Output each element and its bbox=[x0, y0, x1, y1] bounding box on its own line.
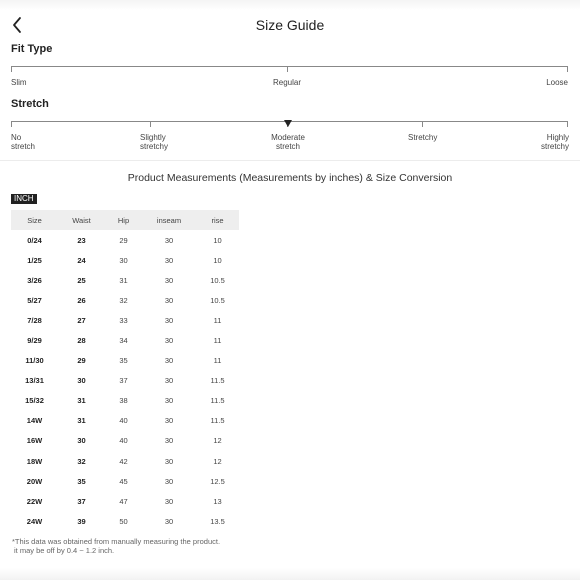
stretch-label-stretchy: Stretchy bbox=[408, 133, 438, 142]
cell-inseam: 30 bbox=[164, 255, 174, 265]
stretch-label-high: Highly stretchy bbox=[540, 133, 569, 151]
cell-hip: 40 bbox=[119, 436, 128, 446]
cell-size: 7/28 bbox=[27, 315, 42, 325]
fit-label-regular: Regular bbox=[273, 78, 302, 87]
cell-waist: 24 bbox=[77, 255, 86, 265]
fit-type-heading: Fit Type bbox=[11, 43, 53, 55]
cell-inseam: 30 bbox=[164, 336, 174, 346]
section-divider bbox=[0, 160, 580, 161]
table-row bbox=[11, 411, 239, 431]
bottom-fade bbox=[0, 568, 580, 580]
cell-hip: 29 bbox=[119, 235, 128, 245]
fit-tick-regular bbox=[287, 66, 288, 72]
cell-waist: 30 bbox=[77, 436, 86, 446]
cell-waist: 31 bbox=[77, 396, 86, 406]
cell-rise: 10 bbox=[213, 235, 222, 245]
table-row bbox=[11, 371, 239, 391]
cell-rise: 10.5 bbox=[210, 295, 225, 305]
header bbox=[0, 10, 580, 40]
cell-size: 14W bbox=[26, 416, 43, 426]
cell-hip: 32 bbox=[119, 295, 128, 305]
cell-waist: 30 bbox=[77, 376, 86, 386]
cell-hip: 35 bbox=[119, 356, 128, 366]
cell-waist: 32 bbox=[77, 456, 86, 466]
cell-inseam: 30 bbox=[164, 315, 174, 325]
cell-rise: 11.5 bbox=[210, 396, 225, 406]
cell-inseam: 30 bbox=[164, 496, 174, 506]
table-row bbox=[11, 290, 239, 310]
cell-inseam: 30 bbox=[164, 376, 174, 386]
cell-waist: 23 bbox=[77, 235, 86, 245]
cell-hip: 34 bbox=[119, 336, 128, 346]
cell-size: 18W bbox=[26, 456, 43, 466]
cell-inseam: 30 bbox=[164, 396, 174, 406]
fit-tick-slim bbox=[11, 66, 12, 72]
cell-hip: 31 bbox=[119, 275, 128, 285]
stretch-label-none: No stretch bbox=[11, 133, 36, 151]
cell-rise: 10.5 bbox=[210, 275, 225, 285]
unit-badge: INCH bbox=[11, 194, 37, 204]
stretch-selected-marker bbox=[284, 120, 292, 127]
cell-size: 16W bbox=[26, 436, 43, 446]
cell-size: 1/25 bbox=[27, 255, 42, 265]
cell-hip: 37 bbox=[119, 376, 128, 386]
size-table bbox=[11, 210, 239, 531]
cell-hip: 47 bbox=[119, 496, 128, 506]
cell-inseam: 30 bbox=[164, 235, 174, 245]
cell-inseam: 30 bbox=[164, 356, 174, 366]
cell-inseam: 30 bbox=[164, 275, 174, 285]
cell-rise: 10 bbox=[213, 255, 222, 265]
cell-size: 11/30 bbox=[25, 356, 44, 366]
cell-hip: 50 bbox=[119, 516, 128, 526]
cell-rise: 12.5 bbox=[210, 476, 225, 486]
cell-size: 5/27 bbox=[27, 295, 42, 305]
measurement-footnote: *This data was obtained from manually measuring the product. it may be off by 0.4 ~ 1.2 inch. bbox=[12, 537, 221, 555]
cell-size: 20W bbox=[26, 476, 43, 486]
stretch-tick-none bbox=[11, 121, 12, 127]
cell-inseam: 30 bbox=[164, 456, 174, 466]
cell-hip: 45 bbox=[119, 476, 128, 486]
cell-inseam: 30 bbox=[164, 295, 174, 305]
table-row bbox=[11, 330, 239, 350]
table-row bbox=[11, 250, 239, 270]
cell-waist: 26 bbox=[77, 295, 86, 305]
table-row bbox=[11, 451, 239, 471]
cell-waist: 27 bbox=[77, 315, 86, 325]
stretch-tick-stretchy bbox=[422, 121, 423, 127]
cell-rise: 11.5 bbox=[210, 416, 225, 426]
cell-rise: 13 bbox=[213, 496, 222, 506]
table-row bbox=[11, 431, 239, 451]
cell-waist: 29 bbox=[77, 356, 86, 366]
cell-rise: 12 bbox=[213, 436, 222, 446]
fit-tick-loose bbox=[567, 66, 568, 72]
col-header-hip: Hip bbox=[105, 210, 142, 230]
col-header-inseam: inseam bbox=[142, 210, 196, 230]
fit-label-loose: Loose bbox=[546, 78, 568, 87]
fit-type-scale bbox=[11, 66, 568, 67]
table-row bbox=[11, 351, 239, 371]
cell-inseam: 30 bbox=[164, 516, 174, 526]
page-title: Size Guide bbox=[255, 17, 325, 33]
col-header-waist: Waist bbox=[58, 210, 105, 230]
cell-inseam: 30 bbox=[164, 476, 174, 486]
cell-hip: 40 bbox=[119, 416, 128, 426]
cell-hip: 38 bbox=[119, 396, 128, 406]
stretch-heading: Stretch bbox=[11, 98, 49, 110]
table-row bbox=[11, 471, 239, 491]
cell-rise: 11.5 bbox=[210, 376, 225, 386]
cell-rise: 13.5 bbox=[210, 516, 225, 526]
cell-waist: 31 bbox=[77, 416, 86, 426]
cell-rise: 12 bbox=[213, 456, 222, 466]
cell-rise: 11 bbox=[213, 336, 222, 346]
stretch-label-slight: Slightly stretchy bbox=[140, 133, 169, 151]
table-header-row bbox=[11, 210, 239, 230]
stretch-tick-high bbox=[567, 121, 568, 127]
cell-size: 13/31 bbox=[25, 376, 44, 386]
cell-waist: 39 bbox=[77, 516, 86, 526]
cell-waist: 28 bbox=[77, 336, 86, 346]
cell-waist: 25 bbox=[77, 275, 86, 285]
top-fade bbox=[0, 0, 580, 10]
cell-rise: 11 bbox=[213, 356, 222, 366]
fit-label-slim: Slim bbox=[11, 78, 27, 87]
col-header-rise: rise bbox=[196, 210, 239, 230]
cell-hip: 30 bbox=[119, 255, 128, 265]
measurements-title: Product Measurements (Measurements by inches) & Size Conversion bbox=[127, 172, 453, 184]
cell-inseam: 30 bbox=[164, 416, 174, 426]
cell-hip: 42 bbox=[119, 456, 128, 466]
table-row bbox=[11, 230, 239, 250]
cell-waist: 35 bbox=[77, 476, 86, 486]
table-row bbox=[11, 270, 239, 290]
cell-hip: 33 bbox=[119, 315, 128, 325]
cell-size: 15/32 bbox=[25, 396, 44, 406]
cell-size: 24W bbox=[26, 516, 43, 526]
cell-waist: 37 bbox=[77, 496, 86, 506]
table-row bbox=[11, 491, 239, 511]
cell-size: 0/24 bbox=[27, 235, 42, 245]
table-row bbox=[11, 511, 239, 531]
cell-inseam: 30 bbox=[164, 436, 174, 446]
cell-size: 3/26 bbox=[27, 275, 42, 285]
table-row bbox=[11, 310, 239, 330]
cell-size: 9/29 bbox=[27, 336, 42, 346]
table-row bbox=[11, 391, 239, 411]
cell-rise: 11 bbox=[213, 315, 222, 325]
stretch-tick-slight bbox=[150, 121, 151, 127]
table-body bbox=[11, 230, 239, 531]
stretch-label-moderate: Moderate stretch bbox=[271, 133, 305, 151]
col-header-size: Size bbox=[11, 210, 58, 230]
cell-size: 22W bbox=[26, 496, 43, 506]
